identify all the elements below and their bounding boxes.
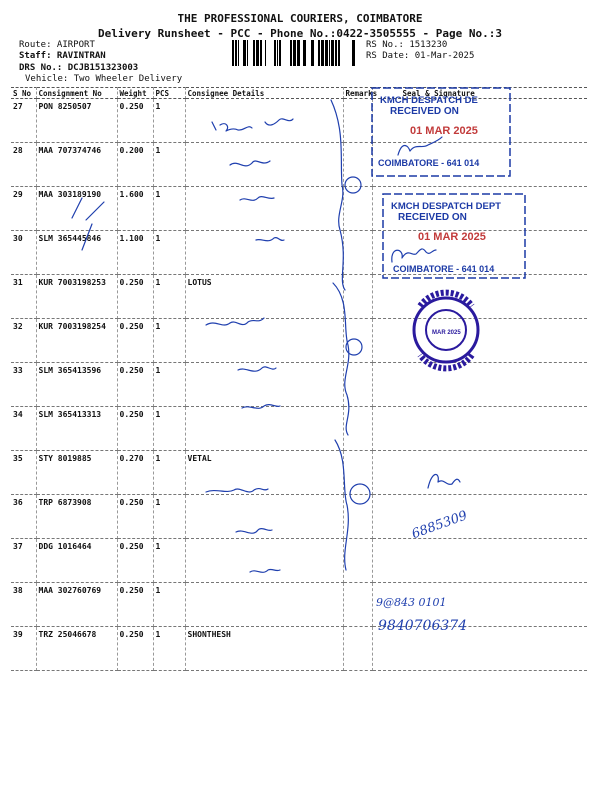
- svg-text:KMCH DESPATCH DE: KMCH DESPATCH DE: [380, 95, 478, 106]
- row-consignment-no: KUR 7003198253: [36, 275, 117, 319]
- row-pcs: 1: [153, 495, 185, 539]
- row-pcs: 1: [153, 319, 185, 363]
- handwritten-phone-2: 9840706374: [378, 618, 468, 634]
- rs-number: RS No.: 1513230: [366, 40, 448, 50]
- row-weight: 0.250: [117, 319, 153, 363]
- drs-label: DRS No.: DCJB151323003: [19, 63, 139, 73]
- row-consignment-no: PON 8250507: [36, 99, 117, 143]
- col-header-sno: S No: [11, 88, 36, 99]
- row-remarks: [343, 407, 372, 451]
- row-remarks: [343, 583, 372, 627]
- row-pcs: 1: [153, 451, 185, 495]
- row-consignment-no: MAA 302760769: [36, 583, 117, 627]
- table-row: [11, 539, 587, 583]
- row-consignee: [185, 319, 343, 363]
- svg-text:01 MAR 2025: 01 MAR 2025: [418, 231, 486, 243]
- row-sno: 32: [11, 319, 36, 363]
- row-consignee: [185, 231, 343, 275]
- table-row: [11, 583, 587, 627]
- row-signature: [372, 143, 587, 187]
- row-consignment-no: SLM 365413596: [36, 363, 117, 407]
- row-consignment-no: MAA 303189190: [36, 187, 117, 231]
- row-remarks: [343, 627, 372, 671]
- col-header-consignee: Consignee Details: [185, 88, 343, 99]
- row-remarks: [343, 539, 372, 583]
- table-row: [11, 407, 587, 451]
- row-weight: 0.250: [117, 363, 153, 407]
- table-row: [11, 99, 587, 143]
- svg-text:KMCH DESPATCH DEPT: KMCH DESPATCH DEPT: [391, 201, 501, 212]
- company-title: THE PROFESSIONAL COURIERS, COIMBATORE: [177, 12, 423, 25]
- row-remarks: [343, 231, 372, 275]
- row-consignment-no: SLM 365445846: [36, 231, 117, 275]
- row-pcs: 1: [153, 231, 185, 275]
- row-sno: 35: [11, 451, 36, 495]
- row-consignment-no: SLM 365413313: [36, 407, 117, 451]
- table-header-row: [11, 88, 587, 99]
- runsheet-table: [11, 87, 587, 671]
- runsheet-subtitle: Delivery Runsheet - PCC - Phone No.:0422-3505555 - Page No.:3: [98, 27, 502, 40]
- svg-text:RECEIVED ON: RECEIVED ON: [390, 106, 459, 117]
- table-row: [11, 627, 587, 671]
- row-weight: 1.600: [117, 187, 153, 231]
- row-sno: 30: [11, 231, 36, 275]
- table-row: [11, 495, 587, 539]
- row-consignment-no: KUR 7003198254: [36, 319, 117, 363]
- row-sno: 37: [11, 539, 36, 583]
- row-consignee: [185, 495, 343, 539]
- svg-text:COIMBATORE - 641 014: COIMBATORE - 641 014: [378, 158, 480, 168]
- row-signature: [372, 583, 587, 627]
- row-remarks: [343, 495, 372, 539]
- row-consignment-no: STY 8019885: [36, 451, 117, 495]
- row-sno: 36: [11, 495, 36, 539]
- table-row: [11, 231, 587, 275]
- col-header-consignment: Consignment No: [36, 88, 117, 99]
- row-sno: 33: [11, 363, 36, 407]
- row-signature: [372, 539, 587, 583]
- svg-text:MAR 2025: MAR 2025: [432, 330, 461, 336]
- table-row: [11, 319, 587, 363]
- row-signature: [372, 407, 587, 451]
- row-remarks: [343, 275, 372, 319]
- row-weight: 0.250: [117, 275, 153, 319]
- row-signature: [372, 627, 587, 671]
- rs-date: RS Date: 01-Mar-2025: [366, 51, 475, 61]
- row-consignee: [185, 407, 343, 451]
- row-consignee: LOTUS: [185, 275, 343, 319]
- row-weight: 0.200: [117, 143, 153, 187]
- row-weight: 0.250: [117, 583, 153, 627]
- row-weight: 0.250: [117, 99, 153, 143]
- row-sno: 27: [11, 99, 36, 143]
- route-label: Route: AIRPORT: [19, 40, 95, 50]
- row-consignee: [185, 187, 343, 231]
- row-weight: 0.250: [117, 495, 153, 539]
- row-pcs: 1: [153, 143, 185, 187]
- row-weight: 0.250: [117, 407, 153, 451]
- row-signature: [372, 363, 587, 407]
- vehicle-label: Vehicle: Two Wheeler Delivery: [25, 74, 183, 84]
- row-sno: 39: [11, 627, 36, 671]
- table-row: [11, 451, 587, 495]
- row-signature: [372, 451, 587, 495]
- row-pcs: 1: [153, 539, 185, 583]
- row-sno: 31: [11, 275, 36, 319]
- row-remarks: [343, 451, 372, 495]
- row-signature: [372, 99, 587, 143]
- row-pcs: 1: [153, 275, 185, 319]
- row-weight: 0.270: [117, 451, 153, 495]
- table-row: [11, 187, 587, 231]
- row-pcs: 1: [153, 627, 185, 671]
- row-remarks: [343, 319, 372, 363]
- row-remarks: [343, 143, 372, 187]
- row-consignee: [185, 539, 343, 583]
- row-consignee: [185, 583, 343, 627]
- col-header-pcs: PCS: [153, 88, 185, 99]
- row-signature: [372, 187, 587, 231]
- barcode-icon: [232, 40, 360, 66]
- row-consignment-no: TRZ 25046678: [36, 627, 117, 671]
- row-signature: [372, 231, 587, 275]
- row-consignee: [185, 99, 343, 143]
- row-sno: 34: [11, 407, 36, 451]
- row-sno: 29: [11, 187, 36, 231]
- row-pcs: 1: [153, 363, 185, 407]
- row-remarks: [343, 187, 372, 231]
- row-weight: 0.250: [117, 539, 153, 583]
- row-consignee: VETAL: [185, 451, 343, 495]
- table-row: [11, 275, 587, 319]
- table-row: [11, 143, 587, 187]
- row-consignee: SHONTHESH: [185, 627, 343, 671]
- row-sno: 38: [11, 583, 36, 627]
- row-signature: [372, 319, 587, 363]
- row-consignment-no: MAA 707374746: [36, 143, 117, 187]
- row-pcs: 1: [153, 187, 185, 231]
- row-pcs: 1: [153, 583, 185, 627]
- row-consignee: [185, 143, 343, 187]
- row-remarks: [343, 363, 372, 407]
- row-weight: 1.100: [117, 231, 153, 275]
- row-consignment-no: TRP 6873908: [36, 495, 117, 539]
- row-signature: [372, 495, 587, 539]
- table-row: [11, 363, 587, 407]
- handwritten-phone-1: 9@843 0101: [376, 596, 447, 609]
- row-pcs: 1: [153, 99, 185, 143]
- row-consignment-no: DDG 1016464: [36, 539, 117, 583]
- row-signature: [372, 275, 587, 319]
- row-remarks: [343, 99, 372, 143]
- svg-text:01 MAR 2025: 01 MAR 2025: [410, 125, 478, 137]
- svg-text:RECEIVED ON: RECEIVED ON: [398, 212, 467, 223]
- staff-label: Staff: RAVINTRAN: [19, 51, 106, 61]
- svg-text:COIMBATORE - 641 014: COIMBATORE - 641 014: [393, 264, 495, 274]
- row-pcs: 1: [153, 407, 185, 451]
- col-header-signature: Seal & Signature: [372, 88, 587, 99]
- handwritten-number-36: 6885309: [409, 508, 470, 543]
- row-sno: 28: [11, 143, 36, 187]
- row-weight: 0.250: [117, 627, 153, 671]
- col-header-weight: Weight: [117, 88, 153, 99]
- row-consignee: [185, 363, 343, 407]
- col-header-remarks: Remarks: [343, 88, 372, 99]
